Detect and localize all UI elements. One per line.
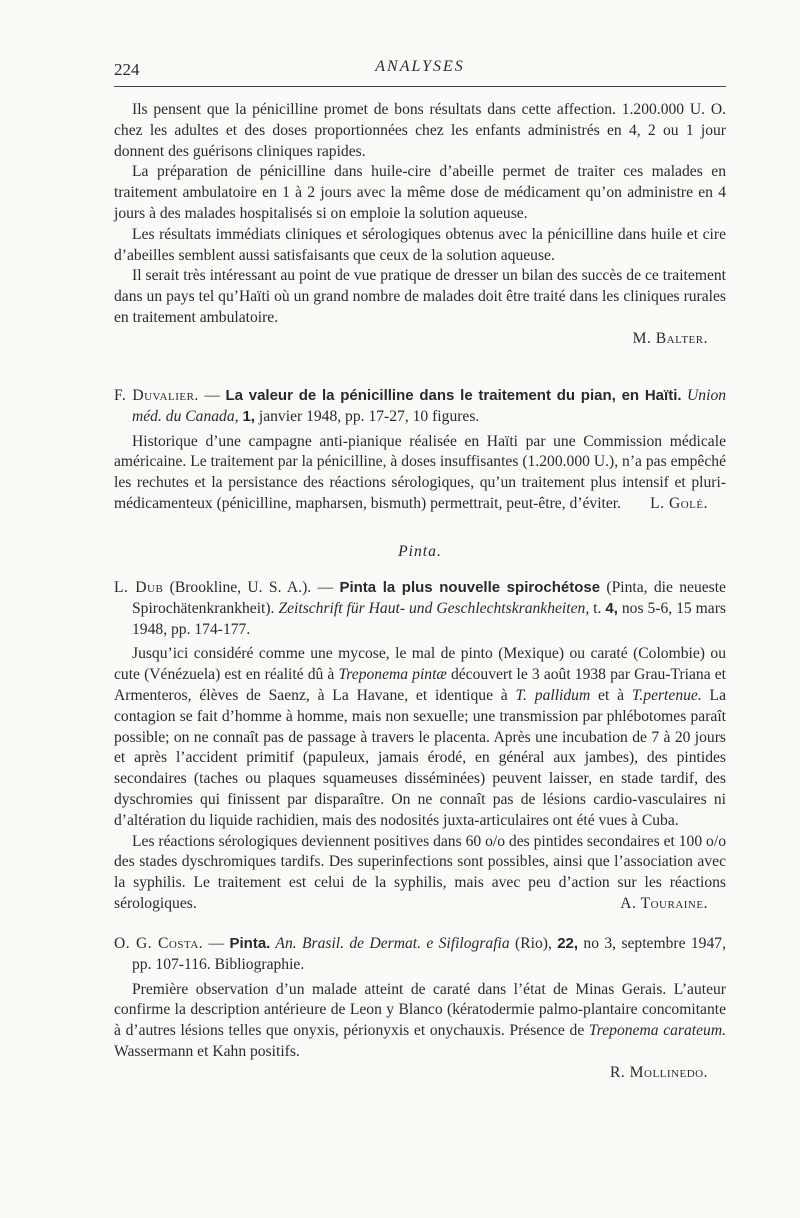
species-name: Treponema pintæ <box>338 666 447 684</box>
review-balter <box>114 100 726 350</box>
paragraph: La préparation de pénicilline dans huile-cire d’abeille permet de traiter ces malades en traitement ambulatoire en 1 à 2 jours avec la même dose de médicament qu’on administre en 4 jours à des malades hospitalisés si on emploie la solution aqueuse. <box>114 163 726 222</box>
paragraph: Les réactions sérologiques deviennent positives dans 60 o/o des pintides secondaires et 100 o/o des stades dyschromiques tardifs. Des superinfections sont possibles, ainsi que l’association avec la syphilis. Le traitement est celui de la syphilis, mais avec peu d’action sur les réactions sérologiques. <box>114 832 726 912</box>
paragraph <box>114 644 726 831</box>
review-costa <box>114 934 726 1084</box>
dash: — <box>198 387 226 404</box>
text: Première observation d’un malade atteint de caraté dans l’état de Minas Gerais. L’auteur confirme la description antérieure de Leon y Blanco (kératodermie palmo-plantaire concomitante à d’autres lésions telles que onyxis, périonyxis et onychauxis. Présence de <box>114 980 726 1040</box>
volume: 22, <box>557 935 579 952</box>
journal-name: Union méd. du Canada, <box>132 387 727 425</box>
volume-prefix: t. <box>589 599 606 617</box>
text: La contagion se fait d’homme à homme, mais non sexuelle; une transmission par phlébotomes paraît possible; on ne connaît pas de passage à travers le placenta. Après une incubation de 7 à 20 jours et après l’accident primitif (papuleux, jamais érodé, en général aux jambes), des pintides secondaires (taches ou plaques squameuses disséminées) peuvent laisser, en stade tardif, des dyschromies qui finissent par disparaître. On ne connaît pas de lésions cardio-vasculaires ni d’altération du liquide rachidien, mais des nodosités juxta-articulaires ont été vues à Cuba. <box>114 686 726 829</box>
page-header <box>114 56 726 87</box>
page-number: 224 <box>114 60 140 79</box>
paragraph: Il serait très intéressant au point de vue pratique de dresser un bilan des succès de ce traitement dans un pays tel qu’Haïti où un grand nombre de malades doit être traité dans les cliniques rurales en traitement ambulatoire. <box>114 267 726 326</box>
signature: M. Balter. <box>632 329 708 347</box>
original-title: (Pinta, die neueste Spirochätenkrankheit). <box>132 579 726 617</box>
species-name: T. pallidum <box>515 686 591 704</box>
citation-details: nos 5-6, 15 mars 1948, pp. 174-177. <box>132 599 726 638</box>
section-heading: Pinta. <box>398 543 442 560</box>
species-name: Treponema carateum. <box>588 1022 726 1040</box>
author: L. Dub <box>114 579 164 596</box>
text: et à <box>590 686 632 704</box>
affiliation: (Brookline, U. S. A.). <box>163 579 312 596</box>
citation <box>114 578 726 640</box>
paragraph: Les résultats immédiats cliniques et sérologiques obtenus avec la pénicilline dans huile et cire d’abeilles semblent aussi satisfaisants que ceux de la solution aqueuse. <box>114 225 726 264</box>
paragraph <box>114 980 726 1063</box>
journal-name: An. Brasil. de Dermat. e Sifilografia <box>270 935 510 952</box>
text: Wassermann et Kahn positifs. <box>114 1042 300 1060</box>
volume: 4, <box>605 599 618 617</box>
article-title: Pinta. <box>229 935 271 952</box>
place: (Rio), <box>509 935 558 952</box>
journal-name: Zeitschrift für Haut- und Geschlechtskrankheiten, <box>278 599 590 617</box>
text: Jusqu’ici considéré comme une mycose, le mal de pinto (Mexique) ou caraté (Colombie) ou cute (Vénézuela) est en réalité dû à <box>114 645 726 684</box>
signature: R. Mollinedo. <box>609 1063 708 1081</box>
article-title: La valeur de la pénicilline dans le traitement du pian, en Haïti. <box>225 387 682 404</box>
volume: 1, <box>242 407 255 425</box>
citation <box>114 386 726 428</box>
dash: — <box>203 935 230 952</box>
running-title: ANALYSES <box>375 58 465 75</box>
review-dub <box>114 578 726 915</box>
article-title: Pinta la plus nouvelle spirochétose <box>339 579 601 596</box>
paragraph: Ils pensent que la pénicilline promet de bons résultats dans cette affection. 1.200.000 U. O. chez les adultes et des doses proportionnées chez les enfants administrés en 4, 2 ou 1 jour donnent des guérisons cliniques rapides. <box>114 101 726 160</box>
review-duvalier <box>114 386 726 515</box>
signature: A. Touraine. <box>620 894 708 912</box>
signature: L. Golé. <box>650 494 708 512</box>
dash: — <box>311 579 340 596</box>
species-name: T.pertenue. <box>631 686 702 704</box>
paragraph: Historique d’une campagne anti-pianique réalisée en Haïti par une Commission médicale américaine. Le traitement par la pénicilline, à doses insuffisantes (1.200.000 U.), n’a pas empêché les rechutes et la persistance des réactions sérologiques, qu’un traitement plus intensif et pluri-médicamenteux (pénicilline, mapharsen, bismuth) permettrait, peut-être, d’éviter. <box>114 432 726 512</box>
author: O. G. Costa. <box>114 935 204 952</box>
citation <box>114 934 726 976</box>
text: découvert le 3 août 1938 par Grau-Triana et Armenteros, élèves de Saenz, à La Havane, et identique à <box>114 666 726 704</box>
citation-details: no 3, septembre 1947, pp. 107-116. Bibliographie. <box>132 935 726 973</box>
author: F. Duvalier. <box>114 387 199 404</box>
citation-details: janvier 1948, pp. 17-27, 10 figures. <box>254 407 480 425</box>
